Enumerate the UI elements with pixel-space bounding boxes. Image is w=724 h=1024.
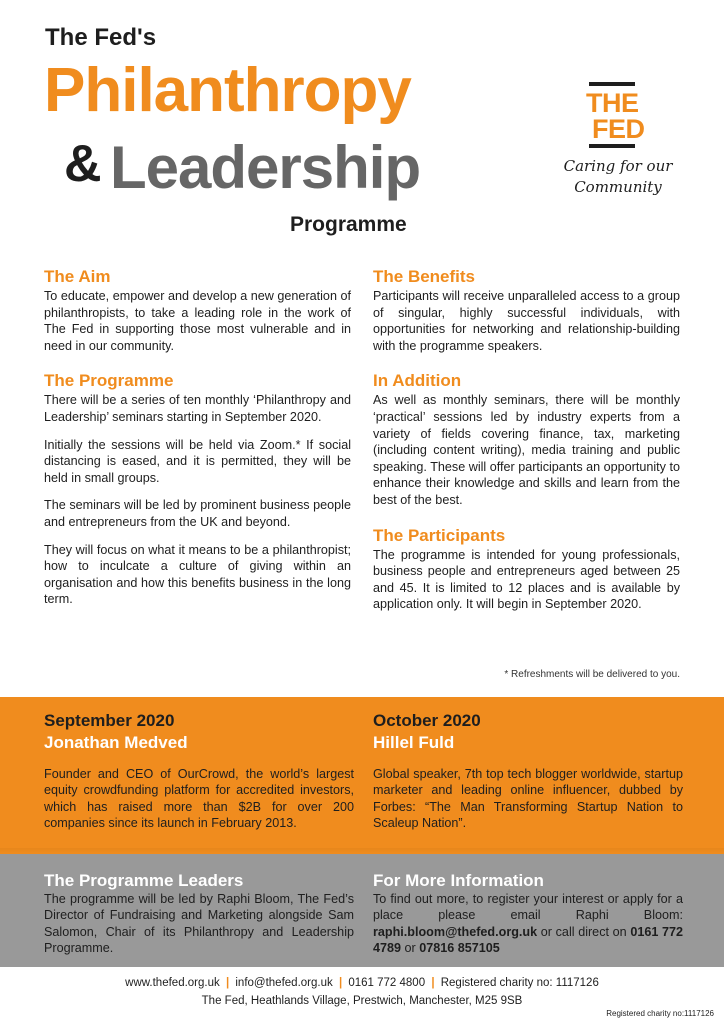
programme-paragraph-4: They will focus on what it means to be a philanthropist; how to inculcate a culture of giving within an organisation and how this benefits business in the long term. — [44, 542, 351, 607]
main-title-leadership: Leadership — [110, 134, 421, 201]
footer-separator: | — [225, 977, 230, 989]
more-info-or: or — [404, 941, 416, 956]
more-info-text — [373, 891, 683, 957]
more-info-call: or call direct on — [540, 924, 627, 939]
speaker-date: September 2020 — [44, 711, 175, 730]
more-information — [373, 871, 683, 957]
aim-heading: The Aim — [44, 267, 111, 286]
aim-text: To educate, empower and develop a new generation of philanthropists, to take a leading role in the work of The Fed in supporting those most vulnerable and in need in our community. — [44, 289, 351, 353]
subtitle-programme: Programme — [290, 213, 407, 236]
footer-website-link[interactable]: www.thefed.org.uk — [125, 977, 220, 989]
speaker-card-october — [373, 710, 683, 832]
footer-separator: | — [338, 977, 343, 989]
logo-tagline-line1: Caring for our — [563, 157, 673, 175]
footer-contact-line — [0, 977, 724, 989]
speaker-date: October 2020 — [373, 711, 481, 730]
logo-tagline — [548, 156, 688, 198]
footer-small-charity: Registered charity no:1117126 — [606, 1009, 714, 1018]
footer-address: The Fed, Heathlands Village, Prestwich, Manchester, M25 9SB — [201, 995, 523, 1007]
left-column — [44, 266, 351, 608]
addition-text: As well as monthly seminars, there will be monthly ‘practical’ sessions led by industry experts from a variety of fields covering finance, tax, marketing (including content writing), media training and public speaking. These will offer participants an opportunity to enhance their knowledge and skills and learn from the best of the best. — [373, 393, 680, 507]
programme-paragraph-1: There will be a series of ten monthly ‘Philanthropy and Leadership’ seminars starting in September 2020. — [44, 393, 351, 424]
logo-tagline-line2: Community — [574, 178, 662, 196]
benefits-heading: The Benefits — [373, 267, 476, 286]
logo-bar-bottom — [589, 144, 635, 148]
right-column — [373, 266, 680, 613]
header — [0, 0, 724, 250]
leaders-heading: The Programme Leaders — [44, 871, 244, 890]
main-title-philanthropy: Philanthropy — [44, 56, 411, 125]
logo-bar-top — [589, 82, 635, 86]
speaker-bio: Global speaker, 7th top tech blogger worldwide, startup marketer and leading online influencer, dubbed by Forbes: “The Man Transforming Startup Nation to Scaleup Nation”. — [373, 767, 683, 831]
addition-heading: In Addition — [373, 371, 462, 391]
logo-word-the: THE — [586, 88, 639, 118]
footer-charity: Registered charity no: 1117126 — [440, 977, 599, 989]
speaker-name: Jonathan Medved — [44, 733, 188, 752]
programme-paragraph-3: The seminars will be led by prominent business people and entrepreneurs from the UK and beyond. — [44, 498, 351, 529]
footer-phone: 0161 772 4800 — [348, 977, 426, 989]
contact-email-link[interactable]: raphi.bloom@thefed.org.uk — [373, 924, 538, 939]
more-info-intro: To find out more, to register your interest or apply for a place please email Raphi Bloom: — [373, 892, 683, 923]
kicker-title: The Fed's — [45, 24, 157, 51]
speaker-card-september — [44, 710, 354, 832]
benefits-text: Participants will receive unparalleled access to a group of singular, highly successful individuals, with opportunities for networking and relationship-building with the programme speakers. — [373, 289, 680, 353]
participants-heading: The Participants — [373, 525, 506, 545]
leaders-text: The programme will be led by Raphi Bloom, The Fed’s Director of Fundraising and Marketing alongside Sam Salomon, Chair of its Philanthropy and Leadership Programme. — [44, 892, 354, 956]
contact-phone-2[interactable]: 07816 857105 — [419, 941, 500, 956]
logo-word-fed: FED — [592, 114, 645, 144]
speaker-bio: Founder and CEO of OurCrowd, the world’s largest equity crowdfunding platform for accredited investors, which has raised more than $2B for over 200 companies since its launch in February 2013. — [44, 767, 354, 831]
footer-email-link[interactable]: info@thefed.org.uk — [235, 977, 333, 989]
footer-separator: | — [431, 977, 435, 989]
speaker-name: Hillel Fuld — [373, 733, 455, 752]
title-ampersand: & — [64, 135, 102, 193]
programme-heading: The Programme — [44, 371, 174, 391]
refreshments-note: * Refreshments will be delivered to you. — [504, 669, 680, 680]
programme-paragraph-2: Initially the sessions will be held via Zoom.* If social distancing is eased, and it is permitted, they will be held in small groups. — [44, 437, 351, 485]
contact-phone-1[interactable]: 0161 772 4789 — [373, 924, 684, 956]
the-fed-logo — [548, 82, 688, 207]
participants-text: The programme is intended for young professionals, business people and entrepreneurs aged between 25 and 45. It is limited to 12 places and is available by application only. It will begin in September 2020. — [373, 547, 680, 612]
more-info-heading: For More Information — [373, 871, 544, 890]
programme-leaders — [44, 871, 354, 957]
